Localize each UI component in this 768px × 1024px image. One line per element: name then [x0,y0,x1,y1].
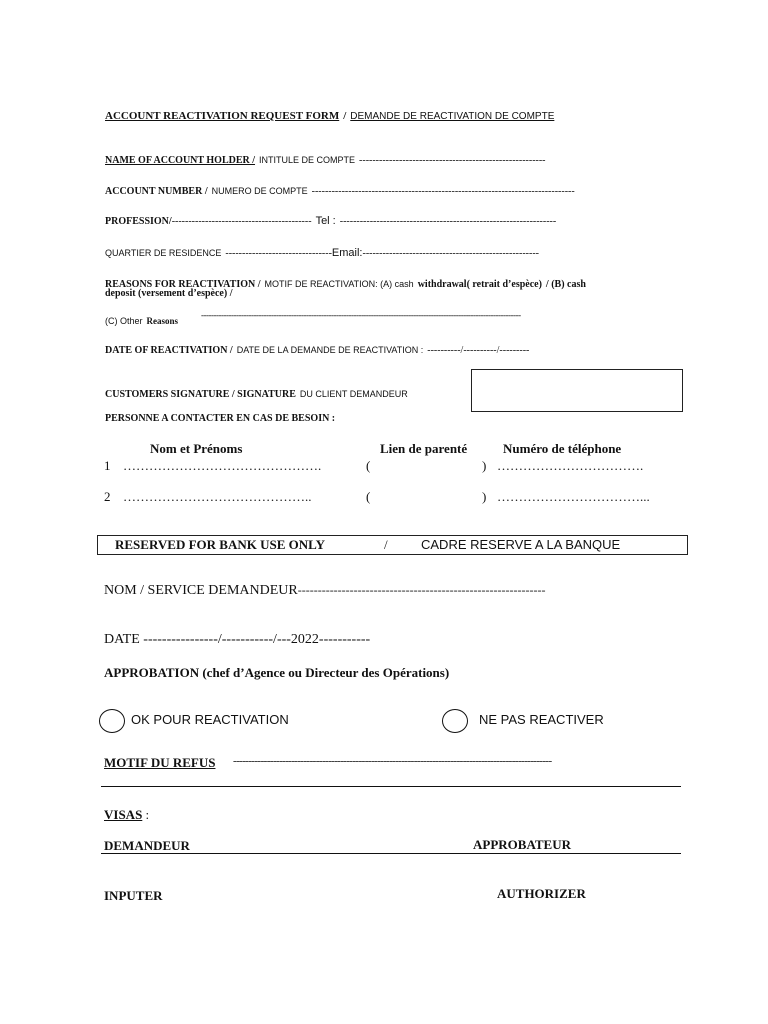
motif-label: MOTIF DU REFUS [104,755,216,770]
ne-pas-reactiver-label: NE PAS REACTIVER [479,712,604,727]
number-label-en: ACCOUNT NUMBER / [105,186,208,197]
form-title [105,106,554,124]
motif-row [104,754,215,772]
reason-b-line2: deposit (versement d’espèce) / [105,288,233,299]
profession-field[interactable]: ------------------------------------------ [171,216,312,227]
service-field[interactable]: -------------------------------------------------------------- [297,583,546,597]
quartier-label: QUARTIER DE RESIDENCE [105,248,222,258]
visas-row [104,807,149,823]
number-label-fr: NUMERO DE COMPTE [211,186,308,196]
contact-row-2-open-paren: ( [366,489,371,504]
account-number-field[interactable]: ------------------------------------------------------------------------------- [311,186,575,197]
contact-header-phone: Numéro de téléphone [503,441,622,456]
bank-use-separator: / [384,537,388,552]
holder-row [105,150,546,168]
account-number-row [105,181,575,199]
title-fr: DEMANDE DE REACTIVATION DE COMPTE [350,111,555,122]
visas-divider [101,853,681,854]
demandeur-label: DEMANDEUR [104,838,190,853]
approbateur-label: APPROBATEUR [473,837,571,852]
signature-row [105,384,408,402]
date-label-en: DATE OF REACTIVATION / [105,345,233,356]
contact-row-1-close-paren: ) [482,458,487,473]
other-reasons-row [105,311,178,329]
contact-header-name: Nom et Prénoms [150,441,243,456]
service-row [104,583,545,599]
ok-reactivation-label: OK POUR REACTIVATION [131,712,289,727]
motif-field[interactable]: -------------------------------------------------------------------------------------------------------- [233,755,552,767]
contact-row-1-phone[interactable]: ……………………………. [497,458,644,473]
quartier-field[interactable]: -------------------------------- [225,248,332,259]
holder-label-en: NAME OF ACCOUNT HOLDER / [105,155,256,166]
holder-field[interactable]: -------------------------------------------------------- [359,155,546,166]
other-reasons-label: Reasons [146,316,179,326]
holder-label-fr: INTITULE DE COMPTE [259,155,356,165]
inputer-label: INPUTER [104,888,163,903]
contact-row-2-phone[interactable]: ……………………………... [497,489,650,504]
reactivation-date-field[interactable]: ----------/----------/--------- [427,345,530,356]
service-label: NOM / SERVICE DEMANDEUR [104,583,298,598]
signature-label-en: CUSTOMERS SIGNATURE / SIGNATURE [105,389,296,400]
contact-row-1-name[interactable]: ………………………………………. [123,458,322,473]
profession-label: PROFESSION/ [105,216,172,227]
motif-divider [101,786,681,787]
reason-a: withdrawal( retrait d’espèce) [417,279,542,290]
tel-label: Tel : [315,215,336,227]
bank-date-row [104,632,370,648]
contact-row-1-number: 1 [104,458,111,473]
visas-label: VISAS [104,807,143,822]
title-separator: / [343,110,347,122]
email-field[interactable]: ----------------------------------------------------- [362,248,539,259]
reason-b: / (B) cash [545,279,586,290]
bank-use-label-en: RESERVED FOR BANK USE ONLY [115,537,325,552]
contact-row-2-close-paren: ) [482,489,487,504]
other-reasons-field[interactable]: -------------------------------------------------------------------------------------------------------------------------------- [201,310,521,320]
title-en: ACCOUNT REACTIVATION REQUEST FORM [105,110,340,122]
bank-date-field[interactable]: ----------------/-----------/---2022----------- [143,632,371,647]
bank-use-label-fr: CADRE RESERVE A LA BANQUE [421,537,621,552]
reasons-label-fr: MOTIF DE REACTIVATION: (A) cash [264,279,414,289]
profession-row [105,211,556,229]
contact-row-2-number: 2 [104,489,111,504]
residence-row [105,243,539,261]
contact-row-1-open-paren: ( [366,458,371,473]
other-c-label: (C) Other [105,316,143,326]
ok-reactivation-radio[interactable] [99,709,125,733]
bank-date-label: DATE [104,632,140,647]
email-label: Email: [331,247,363,259]
contact-row-2-name[interactable]: …………………………………….. [123,489,312,504]
approbation-label: APPROBATION (chef d’Agence ou Directeur des Opérations) [104,665,450,680]
signature-box[interactable] [471,369,683,412]
date-label-fr: DATE DE LA DEMANDE DE REACTIVATION : [236,345,424,355]
signature-label-fr: DU CLIENT DEMANDEUR [299,389,408,399]
reasons-label-en: REASONS FOR REACTIVATION / [105,279,261,290]
contact-header-relation: Lien de parenté [380,441,468,456]
reactivation-date-row [105,340,529,358]
visas-colon: : [145,807,150,822]
tel-field[interactable]: ----------------------------------------------------------------- [339,216,557,227]
authorizer-label: AUTHORIZER [497,886,586,901]
contact-label: PERSONNE A CONTACTER EN CAS DE BESOIN : [105,413,336,424]
ne-pas-reactiver-radio[interactable] [442,709,468,733]
